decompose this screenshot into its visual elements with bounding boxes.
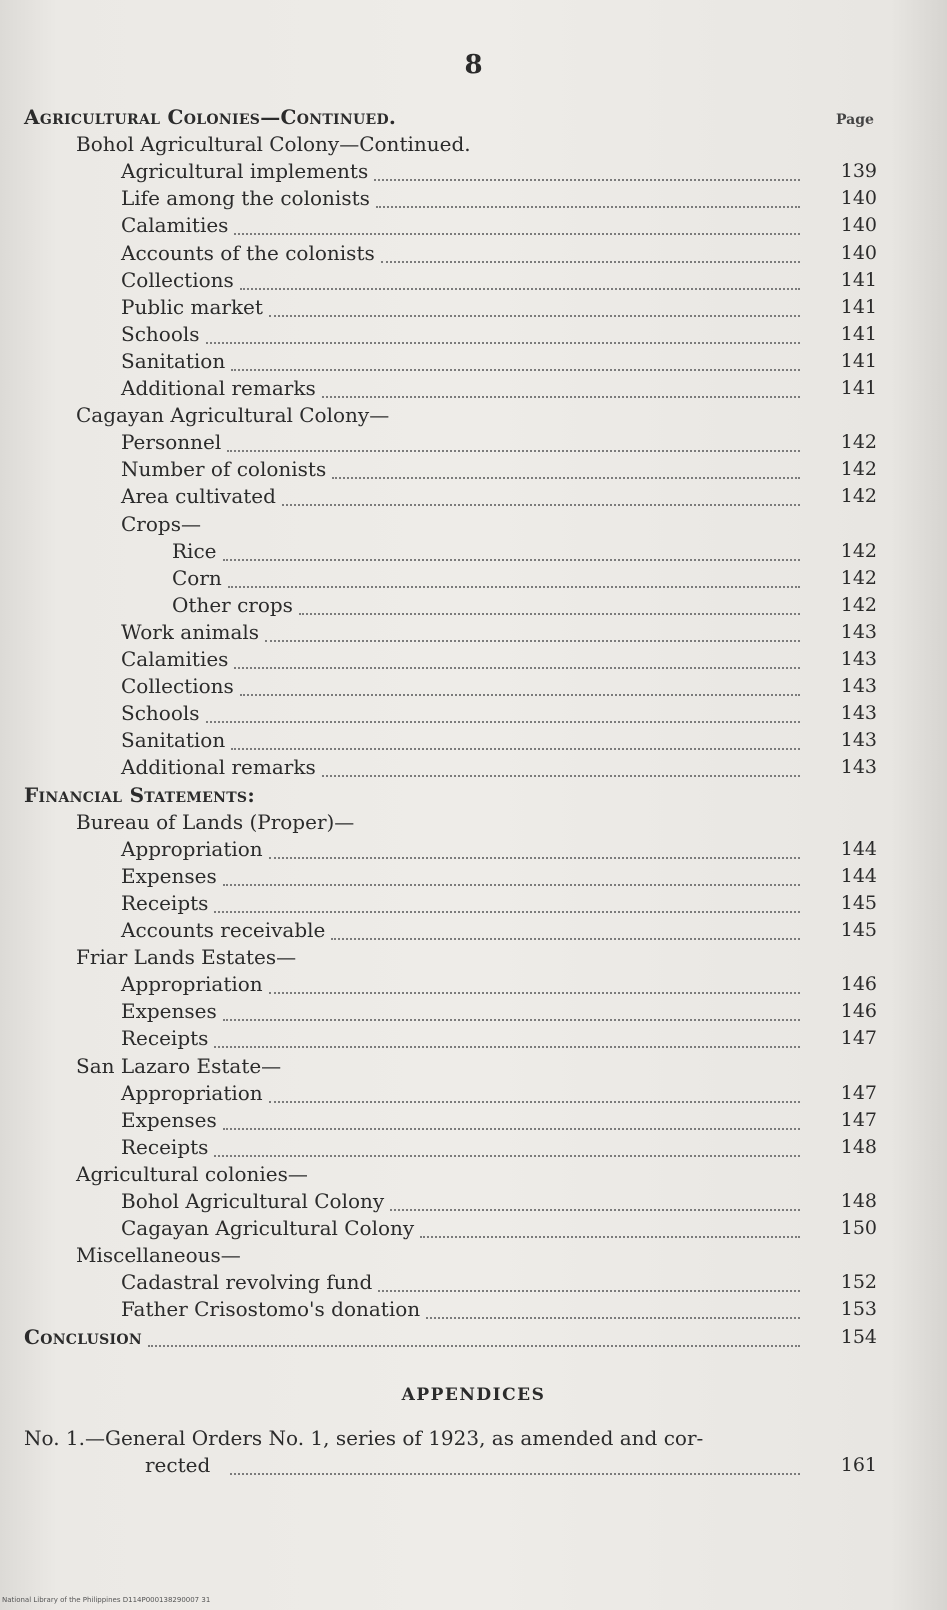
toc-entry-text: Area cultivated xyxy=(121,484,276,509)
toc-page-number: 143 xyxy=(840,756,877,779)
toc-entry-text: Conclusion xyxy=(24,1324,142,1349)
toc-entry-text: Sanitation xyxy=(121,728,226,753)
toc-entry-text: Cagayan Agricultural Colony xyxy=(121,1216,415,1241)
footer-note: National Library of the Philippines D114P000138290007 31 xyxy=(2,1596,211,1604)
dot-leader xyxy=(214,1019,800,1048)
toc-entry-text: San Lazaro Estate— xyxy=(76,1053,282,1078)
dot-leader xyxy=(206,694,800,723)
toc-entry-text: Miscellaneous— xyxy=(76,1243,241,1268)
toc-page-number: 145 xyxy=(840,919,877,941)
dot-leader xyxy=(269,1074,800,1103)
toc-entry-text: Accounts receivable xyxy=(121,918,326,942)
toc-entry-text: Public market xyxy=(121,294,263,319)
appendix-page-number: 161 xyxy=(840,1454,877,1476)
toc-entry-text: Expenses xyxy=(121,999,217,1024)
dot-leader xyxy=(231,721,800,750)
toc-page-number: 147 xyxy=(840,1027,877,1050)
toc-entry-text: Additional remarks xyxy=(121,755,316,780)
toc-entry-text: Receipts xyxy=(121,890,209,915)
toc-entry-text: Appropriation xyxy=(121,972,263,997)
toc-entry xyxy=(0,1134,947,1161)
appendix-entry-text-continued: rected xyxy=(145,1453,211,1477)
dot-leader xyxy=(223,1101,800,1130)
toc-page-number: 141 xyxy=(840,268,877,291)
toc-page-number: 153 xyxy=(840,1298,877,1321)
dot-leader xyxy=(206,315,800,344)
dot-leader xyxy=(234,640,800,669)
toc-page-number: 140 xyxy=(840,187,877,210)
dot-leader xyxy=(214,884,800,913)
toc-page-number: 142 xyxy=(840,539,877,562)
page-column-label: Page xyxy=(836,112,874,128)
toc-entry-text: Corn xyxy=(172,565,222,590)
toc-page-number: 146 xyxy=(840,973,877,996)
dot-leader xyxy=(420,1209,800,1238)
dot-leader xyxy=(332,450,800,479)
toc-entry xyxy=(0,375,947,402)
toc-page-number: 148 xyxy=(840,1135,877,1158)
toc-page-number: 144 xyxy=(840,864,877,887)
toc-entry-text: Financial Statements: xyxy=(24,782,256,807)
toc-entry-text: Bureau of Lands (Proper)— xyxy=(76,809,355,834)
toc-entry-text: Appropriation xyxy=(121,1080,263,1105)
toc-page-number: 148 xyxy=(840,1190,877,1212)
toc-entry-text: Cadastral revolving fund xyxy=(121,1270,373,1295)
dot-leader xyxy=(269,965,800,994)
toc-page-number: 143 xyxy=(840,648,877,670)
dot-leader xyxy=(265,613,800,642)
toc-entry-text: Agricultural Colonies—Continued. xyxy=(24,105,397,129)
toc-page-number: 143 xyxy=(840,620,877,643)
toc-entry-text: Receipts xyxy=(121,1026,209,1051)
dot-leader xyxy=(426,1290,800,1319)
dot-leader xyxy=(223,857,800,886)
toc-entry-text: Expenses xyxy=(121,863,217,888)
toc-entry-text: Friar Lands Estates— xyxy=(76,945,297,970)
toc-entry-text: Bohol Agricultural Colony—Continued. xyxy=(76,132,471,157)
toc-page-number: 142 xyxy=(840,566,877,589)
toc-page-number: 142 xyxy=(840,485,877,508)
toc-entry-text: Appropriation xyxy=(121,836,263,861)
toc-entry-text: Additional remarks xyxy=(121,376,316,400)
toc-entry-text: Number of colonists xyxy=(121,457,327,482)
dot-leader xyxy=(381,234,800,263)
dot-leader xyxy=(223,532,800,561)
appendix-entry-text: No. 1.—General Orders No. 1, series of 1923, as amended and cor- xyxy=(24,1426,704,1450)
toc-page-number: 142 xyxy=(840,458,877,481)
toc-entry xyxy=(0,754,947,781)
toc-page-number: 146 xyxy=(840,1000,877,1023)
toc-entry xyxy=(0,782,947,809)
toc-page-number: 140 xyxy=(840,241,877,264)
toc-entry-text: Expenses xyxy=(121,1107,217,1132)
dot-leader xyxy=(390,1182,800,1211)
dot-leader xyxy=(299,586,800,615)
dot-leader xyxy=(322,748,800,777)
toc-entry xyxy=(0,1025,947,1052)
toc-page-number: 154 xyxy=(840,1325,877,1348)
dot-leader xyxy=(376,179,800,208)
dot-leader xyxy=(231,342,800,371)
toc-page-number: 143 xyxy=(840,675,877,698)
toc-entry-text: Crops— xyxy=(121,511,201,536)
toc-page-number: 141 xyxy=(840,295,877,318)
toc-entry-text: Collections xyxy=(121,674,234,699)
toc-page-number: 141 xyxy=(840,322,877,345)
dot-leader xyxy=(378,1263,800,1292)
toc-entry-text: Receipts xyxy=(121,1134,209,1159)
toc-entry-text: Cagayan Agricultural Colony— xyxy=(76,403,390,428)
toc-page-number: 147 xyxy=(840,1108,877,1131)
toc-entry-text: Agricultural colonies— xyxy=(76,1161,308,1186)
toc-entry-text: Other crops xyxy=(172,592,293,617)
dot-leader xyxy=(234,206,800,235)
toc-entry-text: Personnel xyxy=(121,430,222,455)
toc-page-number: 143 xyxy=(840,702,877,725)
toc-page-number: 140 xyxy=(840,214,877,237)
dot-leader xyxy=(227,423,800,452)
dot-leader xyxy=(228,559,800,588)
toc-entry xyxy=(0,1324,947,1351)
toc-entry-text: Schools xyxy=(121,321,200,346)
toc-entry-text: Sanitation xyxy=(121,348,226,373)
toc-page-number: 142 xyxy=(840,593,877,616)
toc-entry xyxy=(0,1215,947,1242)
toc-entry-text: Father Crisostomo's donation xyxy=(121,1297,421,1322)
appendices-heading: APPENDICES xyxy=(401,1385,546,1405)
dot-leader xyxy=(148,1318,800,1347)
appendix-entry-line2 xyxy=(0,1452,947,1479)
toc-entry-text: Work animals xyxy=(121,619,260,644)
toc-page-number: 144 xyxy=(840,837,877,860)
dot-leader xyxy=(331,911,800,940)
toc-page-number: 147 xyxy=(840,1081,877,1104)
toc-entry-text: Agricultural implements xyxy=(121,159,369,184)
toc-entry-text: Collections xyxy=(121,267,234,292)
toc-page-number: 142 xyxy=(840,431,877,454)
dot-leader xyxy=(269,830,800,859)
toc-entry-text: Bohol Agricultural Colony xyxy=(121,1189,385,1213)
toc-entry-text: Calamities xyxy=(121,647,229,671)
toc-entry-text: Schools xyxy=(121,701,200,726)
toc-entry-text: Calamities xyxy=(121,213,229,238)
toc-page-number: 141 xyxy=(840,377,877,399)
dot-leader xyxy=(269,288,800,317)
toc-page-number: 141 xyxy=(840,349,877,372)
toc-entry-text: Rice xyxy=(172,538,217,563)
toc-page-number: 150 xyxy=(840,1217,877,1240)
dot-leader xyxy=(230,1446,800,1475)
toc-page-number: 139 xyxy=(840,160,877,183)
dot-leader xyxy=(240,667,800,696)
dot-leader xyxy=(240,261,800,290)
dot-leader xyxy=(282,477,800,506)
toc-entry xyxy=(0,483,947,510)
toc-entry xyxy=(0,917,947,944)
toc-entry-text: Life among the colonists xyxy=(121,186,370,211)
dot-leader xyxy=(374,152,800,181)
toc-entry xyxy=(0,104,947,131)
dot-leader xyxy=(214,1128,800,1157)
toc-page-number: 143 xyxy=(840,729,877,752)
toc-page-number: 152 xyxy=(840,1271,877,1294)
toc-entry-text: Accounts of the colonists xyxy=(121,240,375,265)
toc-page-number: 145 xyxy=(840,891,877,914)
page-number: 8 xyxy=(464,50,483,80)
dot-leader xyxy=(322,369,800,398)
dot-leader xyxy=(223,992,800,1021)
